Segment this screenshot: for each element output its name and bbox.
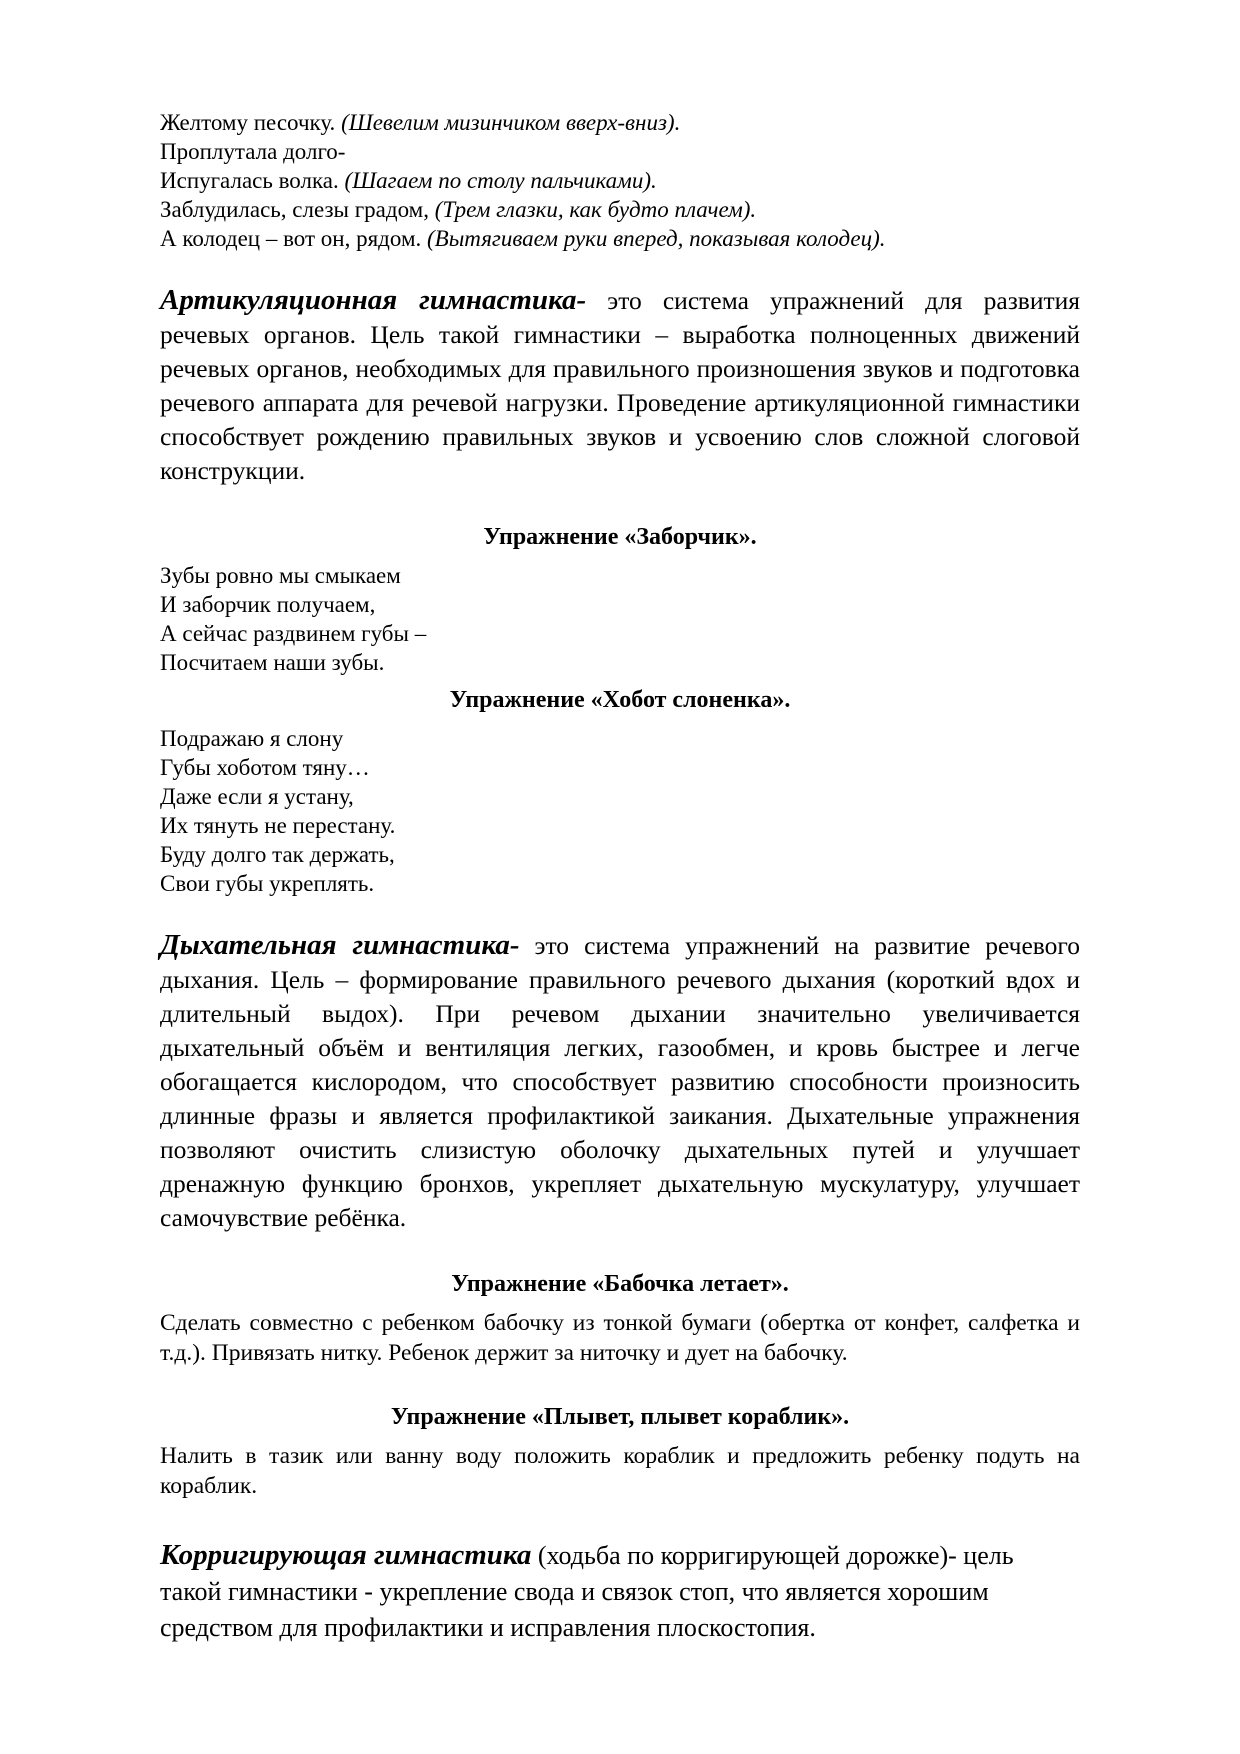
exercise-butterfly-body: Сделать совместно с ребенком бабочку из тонкой бумаги (обертка от конфет, салфетка и т.д.). Привязать нитку. Ребенок держит за ниточку и дует на бабочку. [160,1310,1080,1366]
exercise-trunk-poem [160,724,1080,898]
poem-line: Буду долго так держать, [160,842,395,867]
poem-line [160,195,1080,224]
poem-line: Зубы ровно мы смыкаем [160,563,401,588]
stage-direction: (Шагаем по столу пальчиками). [344,168,657,193]
breathing-body: это система упражнений на развитие речевого дыхания. Цель – формирование правильного речевого дыхания (короткий вдох и длительный выдох). При речевом дыхании значительно увеличивается дыхательный объём и вентиляция легких, газообмен, и кровь быстрее и легче обогащается кислородом, что способствует развитию способности произносить длинные фразы и является профилактикой заикания. Дыхательные упражнения позволяют очистить слизистую оболочку дыхательных путей и улучшает дренажную функцию бронхов, укрепляет дыхательную мускулатуру, улучшает самочувствие ребёнка. [160,931,1081,1232]
poem-line [160,166,1080,195]
poem-line-text: Проплутала долго- [160,139,346,164]
exercise-trunk-title: Упражнение «Хобот слоненка». [449,687,791,713]
exercise-boat-body: Налить в тазик или ванну воду положить кораблик и предложить ребенку подуть на кораблик. [160,1443,1080,1499]
poem-line: Губы хоботом тяну… [160,755,370,780]
breathing-lead: Дыхательная гимнастика- [160,929,520,961]
exercise-fence-title: Упражнение «Заборчик». [483,524,757,550]
stage-direction: (Шевелим мизинчиком вверх-вниз). [341,110,681,135]
poem-line-text: А колодец – вот он, рядом. [160,226,428,251]
breathing-paragraph [160,928,1080,1235]
articulation-paragraph [160,283,1080,488]
poem-line: Даже если я устану, [160,784,354,809]
stage-direction: (Вытягиваем руки вперед, показывая колодец). [427,226,886,251]
exercise-butterfly-title: Упражнение «Бабочка летает». [451,1271,789,1297]
poem-line-text: Желтому песочку. [160,110,342,135]
articulation-lead: Артикуляционная гимнастика- [160,284,587,316]
corrective-body: (ходьба по корригирующей дорожке)- цель такой гимнастики - укрепление свода и связок стоп, что является хорошим средством для профилактики и исправления плоскостопия. [160,1541,1014,1642]
poem-line: И заборчик получаем, [160,592,376,617]
poem-line-text: Заблудилась, слезы градом, [160,197,435,222]
poem-line [160,108,1080,137]
corrective-lead: Корригирующая гимнастика [160,1539,532,1571]
poem-line-text: Испугалась волка. [160,168,345,193]
exercise-fence-poem [160,561,1080,677]
poem-line [160,224,1080,253]
corrective-paragraph [160,1537,1080,1646]
poem-line: Посчитаем наши зубы. [160,650,385,675]
intro-poem [160,108,1080,253]
poem-line: Свои губы укреплять. [160,871,375,896]
poem-line: Подражаю я слону [160,726,344,751]
poem-line [160,137,1080,166]
poem-line: Их тянуть не перестану. [160,813,396,838]
stage-direction: (Трем глазки, как будто плачем). [434,197,757,222]
exercise-boat-title: Упражнение «Плывет, плывет кораблик». [390,1404,850,1430]
articulation-body: это система упражнений для развития речевых органов. Цель такой гимнастики – выработка полноценных движений речевых органов, необходимых для правильного произношения звуков и подготовка речевого аппарата для речевой нагрузки. Проведение артикуляционной гимнастики способствует рождению правильных звуков и усвоению слов сложной слоговой конструкции. [160,286,1080,485]
poem-line: А сейчас раздвинем губы – [160,621,427,646]
